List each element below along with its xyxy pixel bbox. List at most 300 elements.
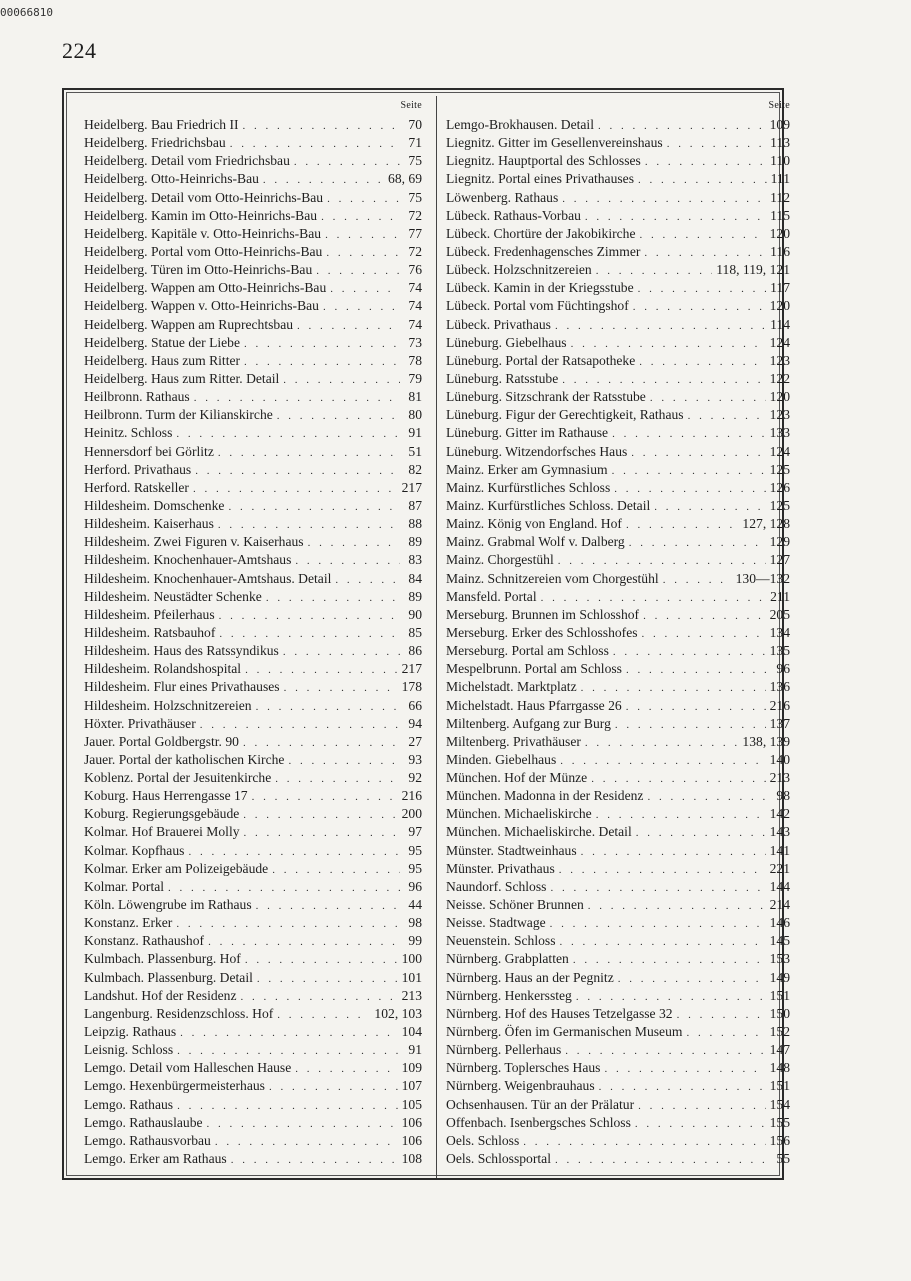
index-page-ref: 91 (408, 1042, 422, 1058)
index-entry (446, 1096, 790, 1114)
dot-leader (541, 589, 766, 607)
dot-leader (243, 117, 400, 135)
index-term: Neuenstein. Schloss (446, 933, 556, 949)
index-term: Lübeck. Portal vom Füchtingshof (446, 298, 629, 314)
index-entry (446, 588, 790, 606)
index-page-ref: 146 (769, 915, 790, 931)
dot-leader (650, 389, 766, 407)
dot-leader (180, 1024, 397, 1042)
dot-leader (581, 679, 766, 697)
index-page-ref: 120 (769, 225, 790, 241)
dot-leader (631, 444, 765, 462)
index-entry (446, 751, 790, 769)
dot-leader (618, 970, 766, 988)
index-entry (446, 189, 790, 207)
dot-leader (585, 734, 739, 752)
index-term: Kulmbach. Plassenburg. Detail (84, 969, 253, 985)
index-term: Konstanz. Rathaushof (84, 933, 205, 949)
dot-leader (596, 262, 713, 280)
index-page-ref: 92 (408, 770, 422, 786)
index-page-ref: 82 (408, 461, 422, 477)
index-page-ref: 127 (769, 552, 790, 568)
index-term: Heidelberg. Otto-Heinrichs-Bau (84, 171, 259, 187)
index-entry (84, 316, 422, 334)
index-term: Heidelberg. Haus zum Ritter. Detail (84, 370, 280, 386)
index-entry (446, 1023, 790, 1041)
index-entry (84, 334, 422, 352)
index-page-ref: 95 (408, 860, 422, 876)
index-page-ref: 129 (769, 534, 790, 550)
index-entry (446, 134, 790, 152)
index-term: Hildesheim. Neustädter Schenke (84, 588, 262, 604)
index-entry (446, 352, 790, 370)
index-entry (84, 642, 422, 660)
column-divider (436, 96, 437, 1178)
index-entry (446, 551, 790, 569)
index-page-ref: 84 (408, 570, 422, 586)
dot-leader (667, 135, 766, 153)
index-entry (446, 261, 790, 279)
index-entry (84, 497, 422, 515)
dot-leader (550, 915, 766, 933)
index-page-ref: 73 (408, 334, 422, 350)
dot-leader (614, 480, 765, 498)
index-page-ref: 154 (769, 1096, 790, 1112)
dot-leader (297, 317, 400, 335)
index-term: Herford. Privathaus (84, 461, 192, 477)
dot-leader (176, 915, 400, 933)
index-term: Lüneburg. Giebelhaus (446, 334, 567, 350)
index-page-ref: 133 (769, 425, 790, 441)
index-entry (446, 896, 790, 914)
index-term: Hildesheim. Knochenhauer-Amtshaus (84, 552, 292, 568)
index-entry (84, 424, 422, 442)
dot-leader (585, 208, 766, 226)
dot-leader (277, 1006, 370, 1024)
index-page-ref: 141 (769, 842, 790, 858)
index-page-ref: 178 (401, 679, 422, 695)
index-entry (446, 279, 790, 297)
index-entry (446, 1114, 790, 1132)
dot-leader (330, 280, 400, 298)
dot-leader (640, 226, 766, 244)
index-term: Heidelberg. Kamin im Otto-Heinrichs-Bau (84, 207, 318, 223)
index-term: Oels. Schlossportal (446, 1151, 551, 1167)
dot-leader (633, 298, 766, 316)
index-term: Hildesheim. Knochenhauer-Amtshaus. Detail (84, 570, 332, 586)
index-entry (84, 1059, 422, 1077)
index-entry (84, 823, 422, 841)
index-page-ref: 155 (769, 1114, 790, 1130)
index-page-ref: 98 (408, 915, 422, 931)
index-term: München. Hof der Münze (446, 770, 588, 786)
index-page-ref: 200 (401, 806, 422, 822)
dot-leader (626, 516, 738, 534)
index-term: Lüneburg. Witzendorfsches Haus (446, 443, 628, 459)
index-term: Kulmbach. Plassenburg. Hof (84, 951, 241, 967)
index-entry (446, 914, 790, 932)
dot-leader (644, 244, 766, 262)
index-term: Koburg. Haus Herrengasse 17 (84, 788, 248, 804)
index-page-ref: 76 (408, 262, 422, 278)
index-entry (84, 987, 422, 1005)
index-entry (84, 533, 422, 551)
index-page-ref: 123 (769, 407, 790, 423)
dot-leader (207, 1115, 398, 1133)
index-entry (84, 733, 422, 751)
index-term: Nürnberg. Pellerhaus (446, 1042, 562, 1058)
index-page-ref: 99 (408, 933, 422, 949)
index-page-ref: 74 (408, 298, 422, 314)
index-term: Lüneburg. Gitter im Rathause (446, 425, 609, 441)
index-page-ref: 100 (401, 951, 422, 967)
dot-leader (256, 897, 400, 915)
index-term: Heilbronn. Turm der Kilianskirche (84, 407, 273, 423)
index-term: Heidelberg. Statue der Liebe (84, 334, 241, 350)
index-entry (446, 678, 790, 696)
index-page-ref: 75 (408, 153, 422, 169)
index-entry (446, 769, 790, 787)
dot-leader (308, 534, 400, 552)
index-page-ref: 124 (769, 443, 790, 459)
index-page-ref: 75 (408, 189, 422, 205)
index-page-ref: 138, 139 (742, 733, 790, 749)
index-page-ref: 156 (769, 1132, 790, 1148)
index-term: Lemgo. Erker am Rathaus (84, 1151, 227, 1167)
index-entry (84, 443, 422, 461)
index-term: Heidelberg. Wappen am Ruprechtsbau (84, 316, 294, 332)
dot-leader (241, 988, 398, 1006)
index-term: Münster. Privathaus (446, 860, 555, 876)
index-entry (84, 896, 422, 914)
index-entry (84, 551, 422, 569)
index-page-ref: 89 (408, 534, 422, 550)
dot-leader (550, 879, 765, 897)
index-entry (446, 660, 790, 678)
index-entry (84, 279, 422, 297)
index-term: Merseburg. Erker des Schlosshofes (446, 624, 638, 640)
scan-id: 00066810 (0, 6, 53, 19)
index-entry (446, 950, 790, 968)
index-page-ref: 211 (770, 588, 790, 604)
index-term: Nürnberg. Henkerssteg (446, 987, 572, 1003)
dot-leader (613, 643, 766, 661)
index-term: Hildesheim. Zwei Figuren v. Kaiserhaus (84, 534, 304, 550)
dot-leader (612, 462, 766, 480)
index-term: Hildesheim. Ratsbauhof (84, 624, 216, 640)
index-entry (446, 624, 790, 642)
index-term: Hildesheim. Pfeilerhaus (84, 606, 215, 622)
index-term: Heidelberg. Wappen am Otto-Heinrichs-Bau (84, 280, 327, 296)
index-term: Lübeck. Kamin in der Kriegsstube (446, 280, 634, 296)
dot-leader (645, 153, 766, 171)
index-term: Kolmar. Erker am Polizeigebäude (84, 860, 269, 876)
index-page-ref: 120 (769, 389, 790, 405)
index-term: Miltenberg. Aufgang zur Burg (446, 715, 611, 731)
index-entry (446, 606, 790, 624)
index-page-ref: 152 (769, 1024, 790, 1040)
index-entry (446, 243, 790, 261)
index-page-ref: 96 (408, 878, 422, 894)
index-entry (84, 969, 422, 987)
index-term: Lüneburg. Sitzschrank der Ratsstube (446, 389, 646, 405)
index-page-ref: 105 (401, 1096, 422, 1112)
index-term: Mainz. Kurfürstliches Schloss (446, 479, 611, 495)
dot-leader (612, 425, 766, 443)
dot-leader (565, 1042, 765, 1060)
index-page-ref: 78 (408, 352, 422, 368)
index-term: München. Madonna in der Residenz (446, 788, 644, 804)
index-entry (84, 388, 422, 406)
index-page-ref: 104 (401, 1024, 422, 1040)
index-entry (446, 1005, 790, 1023)
dot-leader (288, 752, 400, 770)
index-entry (84, 697, 422, 715)
index-entry (84, 1005, 422, 1023)
seite-header-left: Seite (400, 100, 422, 111)
index-term: Hennersdorf bei Görlitz (84, 443, 214, 459)
index-term: Heidelberg. Detail vom Friedrichsbau (84, 153, 290, 169)
index-entry (84, 842, 422, 860)
index-entry (446, 116, 790, 134)
index-term: Ochsenhausen. Tür an der Prälatur (446, 1096, 635, 1112)
dot-leader (323, 298, 400, 316)
index-page-ref: 112 (770, 189, 790, 205)
index-page-ref: 110 (770, 153, 790, 169)
index-term: Landshut. Hof der Residenz (84, 987, 237, 1003)
index-page-ref: 142 (769, 806, 790, 822)
index-entry (84, 352, 422, 370)
dot-leader (177, 1042, 400, 1060)
index-page-ref: 94 (408, 715, 422, 731)
seite-header-right: Seite (768, 100, 790, 111)
index-entry (84, 370, 422, 388)
dot-leader (642, 625, 766, 643)
index-term: Lemgo-Brokhausen. Detail (446, 117, 594, 132)
index-term: Lemgo. Detail vom Halleschen Hause (84, 1060, 292, 1076)
index-term: Offenbach. Isenbergsches Schloss (446, 1114, 631, 1130)
dot-leader (558, 552, 766, 570)
index-page-ref: 213 (769, 770, 790, 786)
index-term: Herford. Ratskeller (84, 479, 189, 495)
index-entry (446, 787, 790, 805)
index-term: Lüneburg. Figur der Gerechtigkeit, Rathaus (446, 407, 684, 423)
dot-leader (604, 1060, 765, 1078)
index-entry (84, 1096, 422, 1114)
index-term: Nürnberg. Hof des Hauses Tetzelgasse 32 (446, 1005, 673, 1021)
index-entry (84, 152, 422, 170)
index-entry (84, 461, 422, 479)
index-page-ref: 98 (776, 788, 790, 804)
index-entry (84, 261, 422, 279)
index-page-ref: 80 (408, 407, 422, 423)
index-page-ref: 79 (408, 370, 422, 386)
index-page-ref: 150 (769, 1005, 790, 1021)
dot-leader (688, 407, 766, 425)
dot-leader (193, 480, 398, 498)
index-entry (84, 1041, 422, 1059)
index-entry (446, 297, 790, 315)
index-page-ref: 87 (408, 497, 422, 513)
index-term: Heinitz. Schloss (84, 425, 173, 441)
index-entry (446, 805, 790, 823)
dot-leader (654, 498, 765, 516)
dot-leader (581, 843, 766, 861)
index-page-ref: 95 (408, 842, 422, 858)
index-page-ref: 77 (408, 225, 422, 241)
dot-leader (244, 335, 400, 353)
index-term: Neisse. Stadtwage (446, 915, 546, 931)
dot-leader (230, 135, 400, 153)
index-entry (446, 370, 790, 388)
dot-leader (643, 607, 766, 625)
index-term: Hildesheim. Haus des Ratssyndikus (84, 643, 279, 659)
index-page-ref: 109 (401, 1060, 422, 1076)
index-entry (446, 497, 790, 515)
index-term: Kolmar. Portal (84, 878, 165, 894)
index-term: Langenburg. Residenzschloss. Hof (84, 1005, 274, 1021)
index-term: Michelstadt. Marktplatz (446, 679, 577, 695)
dot-leader (295, 552, 400, 570)
index-page-ref: 72 (408, 243, 422, 259)
dot-leader (245, 661, 398, 679)
index-page-ref: 90 (408, 606, 422, 622)
index-page-ref: 118, 119, 121 (716, 262, 790, 278)
index-term: Jauer. Portal Goldbergstr. 90 (84, 733, 239, 749)
index-entry (84, 189, 422, 207)
dot-leader (294, 153, 400, 171)
index-term: Lübeck. Chortüre der Jakobikirche (446, 225, 636, 241)
index-term: Mainz. Kurfürstliches Schloss. Detail (446, 497, 651, 513)
dot-leader (195, 462, 400, 480)
index-entry (84, 751, 422, 769)
dot-leader (636, 824, 766, 842)
dot-leader (168, 879, 400, 897)
dot-leader (626, 698, 766, 716)
index-term: Lüneburg. Ratsstube (446, 370, 559, 386)
dot-leader (208, 933, 400, 951)
dot-leader (244, 353, 400, 371)
index-entry (84, 570, 422, 588)
dot-leader (316, 262, 400, 280)
index-page-ref: 44 (408, 897, 422, 913)
index-term: Nürnberg. Toplersches Haus (446, 1060, 601, 1076)
index-entry (446, 715, 790, 733)
index-term: Mainz. Grabmal Wolf v. Dalberg (446, 534, 625, 550)
index-entry (446, 878, 790, 896)
index-page-ref: 125 (769, 497, 790, 513)
index-term: Heidelberg. Kapitäle v. Otto-Heinrichs-Bau (84, 225, 322, 241)
index-term: Löwenberg. Rathaus (446, 189, 559, 205)
index-term: Mansfeld. Portal (446, 588, 537, 604)
index-entry (446, 1132, 790, 1150)
index-page-ref: 74 (408, 280, 422, 296)
index-entry (84, 207, 422, 225)
index-page-ref: 107 (401, 1078, 422, 1094)
index-term: Heidelberg. Wappen v. Otto-Heinrichs-Bau (84, 298, 319, 314)
dot-leader (638, 1097, 766, 1115)
index-term: Oels. Schloss (446, 1132, 520, 1148)
dot-leader (523, 1133, 765, 1151)
index-term: Kolmar. Hof Brauerei Molly (84, 824, 240, 840)
index-page-ref: 151 (769, 987, 790, 1003)
index-entry (84, 225, 422, 243)
index-term: Hildesheim. Holzschnitzereien (84, 697, 252, 713)
dot-leader (576, 988, 766, 1006)
index-page-ref: 214 (769, 897, 790, 913)
index-term: Lüneburg. Portal der Ratsapotheke (446, 352, 636, 368)
index-page-ref: 122 (769, 370, 790, 386)
index-term: Mainz. Chorgestühl (446, 552, 554, 568)
dot-leader (321, 208, 400, 226)
index-term: Köln. Löwengrube im Rathaus (84, 897, 252, 913)
index-list-right (446, 116, 790, 1168)
index-page-ref: 101 (401, 969, 422, 985)
dot-leader (562, 190, 766, 208)
index-page-ref: 102, 103 (374, 1005, 422, 1021)
dot-leader (284, 679, 398, 697)
index-list-left (84, 116, 422, 1168)
index-term: Michelstadt. Haus Pfarrgasse 26 (446, 697, 622, 713)
index-entry (84, 660, 422, 678)
index-page-ref: 130—132 (735, 570, 790, 586)
index-page-ref: 149 (769, 969, 790, 985)
dot-leader (598, 117, 766, 135)
dot-leader (327, 190, 400, 208)
index-term: Naundorf. Schloss (446, 878, 547, 894)
index-term: Konstanz. Erker (84, 915, 173, 931)
index-entry (84, 914, 422, 932)
dot-leader (243, 734, 400, 752)
dot-leader (219, 625, 400, 643)
index-term: Nürnberg. Haus an der Pegnitz (446, 969, 614, 985)
index-page-ref: 221 (769, 860, 790, 876)
index-term: Merseburg. Brunnen im Schlosshof (446, 606, 640, 622)
index-entry (446, 207, 790, 225)
dot-leader (283, 643, 400, 661)
index-term: Münster. Stadtweinhaus (446, 842, 577, 858)
index-page-ref: 126 (769, 479, 790, 495)
index-term: Lübeck. Privathaus (446, 316, 551, 332)
index-term: Liegnitz. Portal eines Privathauses (446, 171, 635, 187)
dot-leader (677, 1006, 766, 1024)
index-entry (446, 1150, 790, 1168)
index-term: Heidelberg. Haus zum Ritter (84, 352, 241, 368)
index-entry (84, 950, 422, 968)
dot-leader (269, 1078, 398, 1096)
index-entry (84, 515, 422, 533)
dot-leader (588, 897, 766, 915)
index-term: Nürnberg. Öfen im Germanischen Museum (446, 1024, 683, 1040)
index-page-ref: 153 (769, 951, 790, 967)
dot-leader (555, 1151, 768, 1169)
index-page-ref: 125 (769, 461, 790, 477)
dot-leader (639, 353, 765, 371)
index-page-ref: 85 (408, 624, 422, 640)
index-page-ref: 205 (769, 606, 790, 622)
index-entry (446, 987, 790, 1005)
dot-leader (243, 806, 397, 824)
dot-leader (571, 335, 766, 353)
dot-leader (218, 444, 400, 462)
index-term: Lemgo. Hexenbürgermeisterhaus (84, 1078, 265, 1094)
index-page-ref: 216 (769, 697, 790, 713)
index-term: Leisnig. Schloss (84, 1042, 174, 1058)
index-entry (84, 787, 422, 805)
index-page-ref: 74 (408, 316, 422, 332)
index-entry (446, 1077, 790, 1095)
index-term: München. Michaeliskirche. Detail (446, 824, 632, 840)
